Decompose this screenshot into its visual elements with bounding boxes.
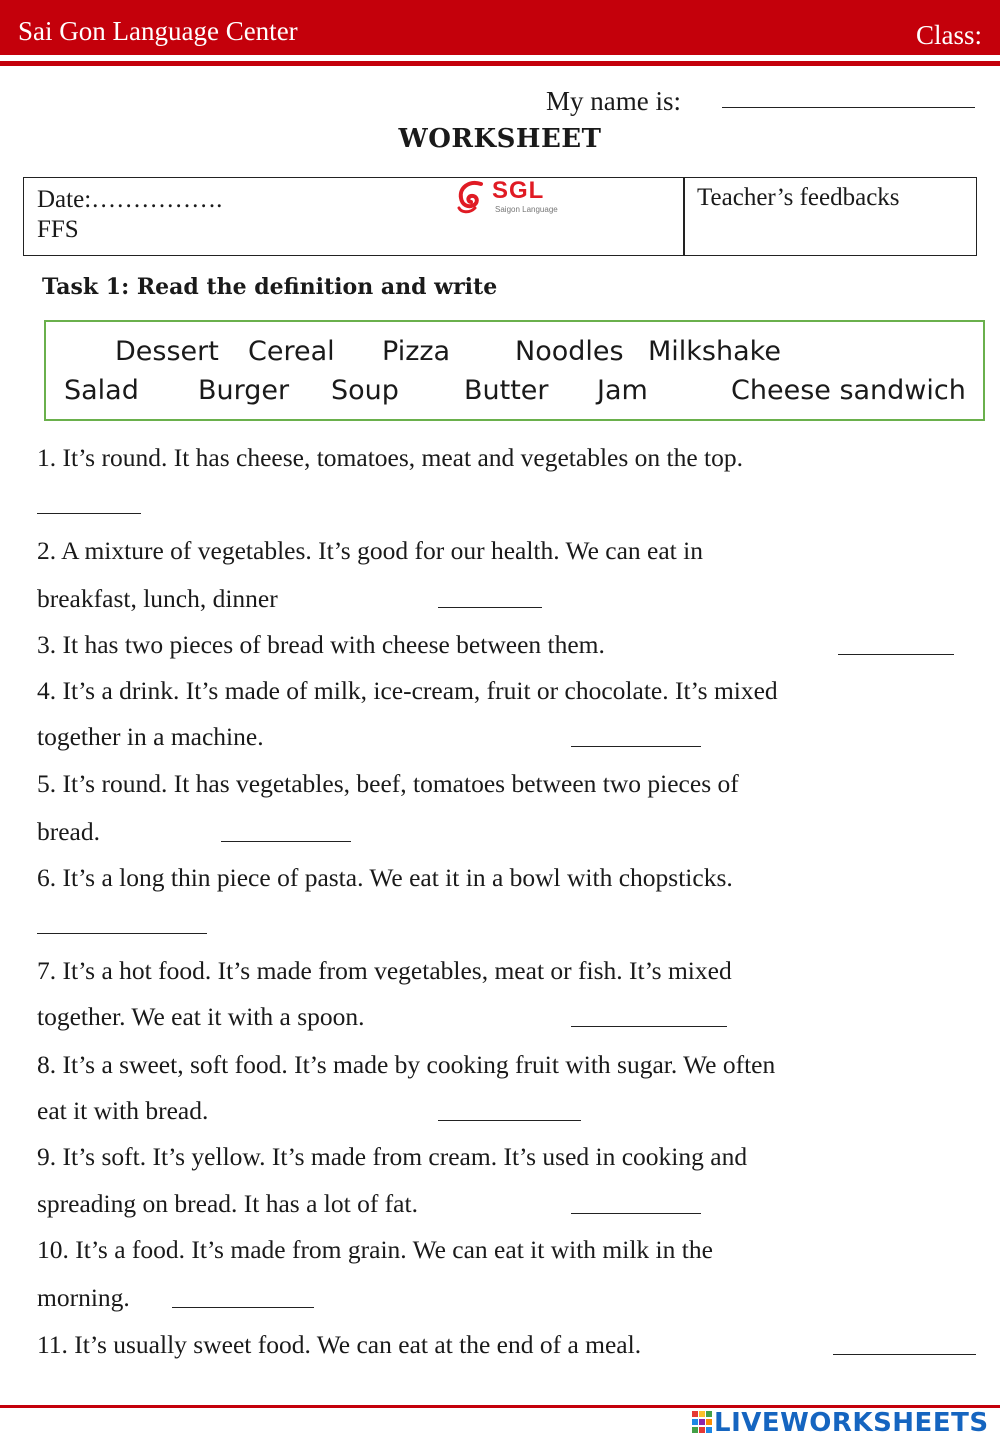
blocks-icon [692, 1411, 712, 1435]
question-6: 6. It’s a long thin piece of pasta. We eat it in a bowl with chopsticks. [37, 863, 733, 892]
question-9: 9. It’s soft. It’s yellow. It’s made from cream. It’s used in cooking and [37, 1142, 748, 1171]
word-bank [44, 320, 985, 421]
question-8-cont: eat it with bread. [37, 1096, 209, 1125]
question-9-cont: spreading on bread. It has a lot of fat. [37, 1189, 418, 1218]
word-bank-item: Butter [464, 375, 549, 406]
worksheet-title: WORKSHEET [398, 124, 602, 154]
name-blank[interactable] [722, 107, 975, 108]
question-3: 3. It has two pieces of bread with cheese between them. [37, 630, 605, 659]
answer-blank-11[interactable] [833, 1354, 976, 1355]
word-bank-item: Milkshake [648, 336, 781, 367]
header-divider [0, 61, 1000, 66]
teacher-feedback-label: Teacher’s feedbacks [697, 184, 900, 211]
answer-blank-7[interactable] [571, 1026, 727, 1027]
word-bank-item: Pizza [382, 336, 451, 367]
ffs-label: FFS [37, 216, 79, 243]
question-1: 1. It’s round. It has cheese, tomatoes, meat and vegetables on the top. [37, 443, 744, 472]
question-10: 10. It’s a food. It’s made from grain. We can eat it with milk in the [37, 1235, 713, 1264]
word-bank-item: Salad [64, 375, 139, 406]
liveworksheets-logo [692, 1408, 992, 1438]
table-divider [683, 178, 685, 255]
question-10-cont: morning. [37, 1283, 130, 1312]
answer-blank-8[interactable] [438, 1120, 581, 1121]
question-4-cont: together in a machine. [37, 722, 264, 751]
word-bank-item: Noodles [515, 336, 624, 367]
answer-blank-3[interactable] [838, 654, 954, 655]
question-8: 8. It’s a sweet, soft food. It’s made by cooking fruit with sugar. We often [37, 1050, 776, 1079]
word-bank-item: Dessert [115, 336, 219, 367]
question-5-cont: bread. [37, 817, 101, 846]
sgl-logo [455, 177, 558, 218]
name-label: My name is: [546, 86, 681, 116]
word-bank-item: Cereal [248, 336, 335, 367]
sgl-swirl-icon [455, 178, 491, 216]
answer-blank-10[interactable] [172, 1307, 314, 1308]
header-bar [0, 0, 1000, 55]
question-2-cont: breakfast, lunch, dinner [37, 584, 278, 613]
word-bank-item: Burger [198, 375, 290, 406]
answer-blank-4[interactable] [571, 746, 701, 747]
date-field: Date:……………. [37, 186, 223, 213]
logo-subtext: Saigon Language [495, 205, 558, 214]
answer-blank-6[interactable] [37, 933, 207, 934]
word-bank-item: Soup [331, 375, 399, 406]
center-name: Sai Gon Language Center [18, 16, 298, 46]
answer-blank-9[interactable] [571, 1213, 701, 1214]
footer-brand: LIVEWORKSHEETS [714, 1408, 989, 1438]
logo-text: SGL [492, 177, 545, 204]
word-bank-item: Cheese sandwich [731, 375, 966, 406]
answer-blank-1[interactable] [37, 513, 141, 514]
answer-blank-5[interactable] [221, 841, 351, 842]
answer-blank-2[interactable] [438, 607, 542, 608]
question-4: 4. It’s a drink. It’s made of milk, ice-cream, fruit or chocolate. It’s mixed [37, 676, 778, 705]
question-7: 7. It’s a hot food. It’s made from vegetables, meat or fish. It’s mixed [37, 956, 732, 985]
task-title: Task 1: Read the definition and write [42, 274, 498, 300]
question-11: 11. It’s usually sweet food. We can eat at the end of a meal. [37, 1330, 642, 1359]
question-5: 5. It’s round. It has vegetables, beef, tomatoes between two pieces of [37, 769, 739, 798]
question-7-cont: together. We eat it with a spoon. [37, 1002, 365, 1031]
class-label: Class: [915, 20, 982, 50]
word-bank-item: Jam [597, 375, 648, 406]
question-2: 2. A mixture of vegetables. It’s good for our health. We can eat in [37, 536, 703, 565]
